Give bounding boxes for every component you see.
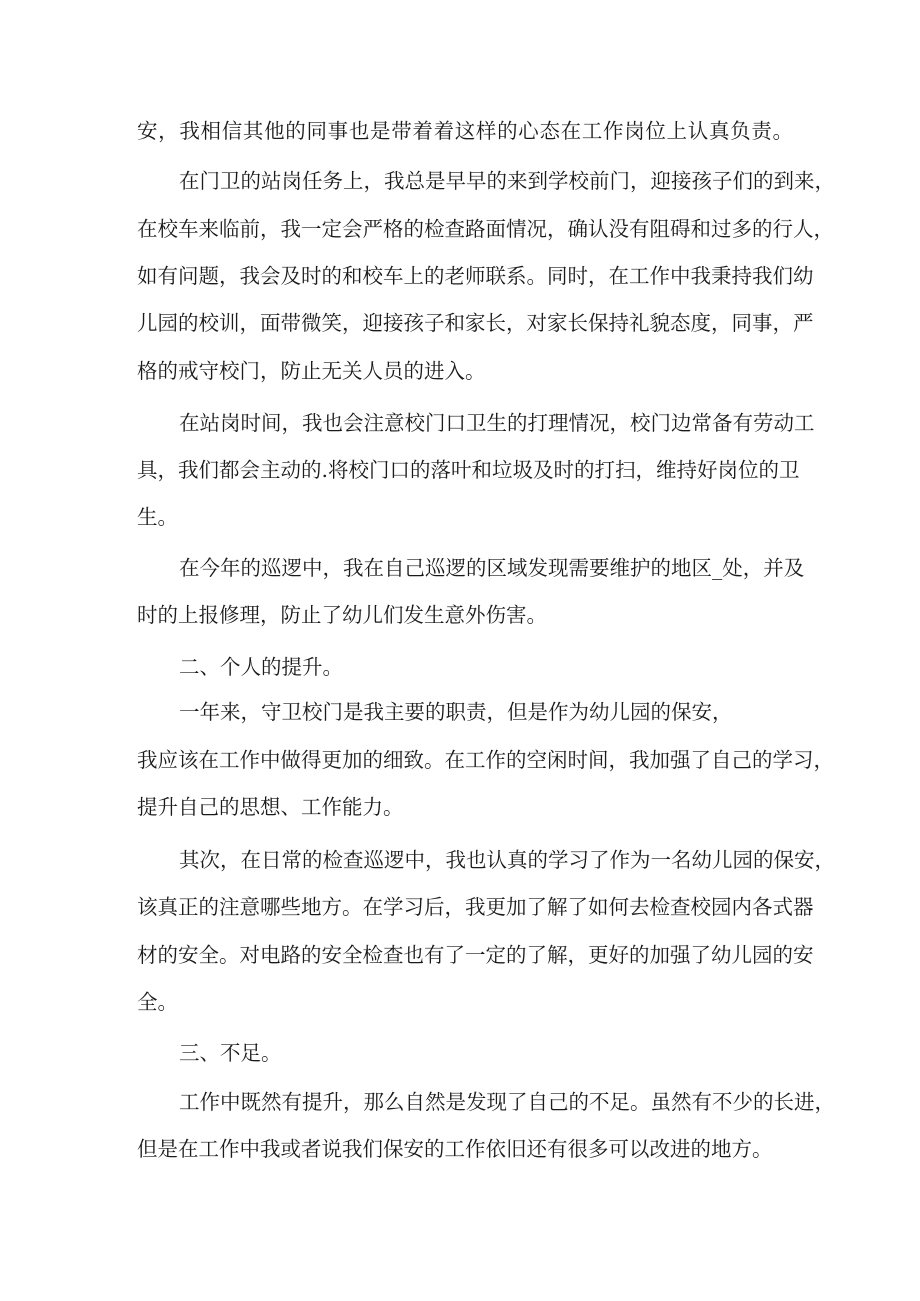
text-line: 在今年的巡逻中，我在自己巡逻的区域发现需要维护的地区_处，并及 <box>179 556 805 580</box>
text-line: 在校车来临前，我一定会严格的检查路面情况，确认没有阻碍和过多的行人， <box>137 217 834 241</box>
text-line: 儿园的校训，面带微笑，迎接孩子和家长，对家长保持礼貌态度，同事，严 <box>137 311 814 335</box>
text-line: 全。 <box>137 990 178 1014</box>
text-line: 格的戒守校门，防止无关人员的进入。 <box>137 359 486 383</box>
text-line: 一年来，守卫校门是我主要的职责，但是作为幼儿园的保安， <box>179 700 733 724</box>
text-line: 但是在工作中我或者说我们保安的工作依旧还有很多可以改进的地方。 <box>137 1137 773 1161</box>
text-line: 提升自己的思想、工作能力。 <box>137 795 404 819</box>
text-line: 我应该在工作中做得更加的细致。在工作的空闲时间，我加强了自己的学习， <box>137 748 834 772</box>
text-line: 工作中既然有提升，那么自然是发现了自己的不足。虽然有不少的长进， <box>179 1090 835 1114</box>
text-line: 该真正的注意哪些地方。在学习后，我更加了解了如何去检查校园内各式器 <box>137 895 814 919</box>
section-heading: 三、不足。 <box>179 1041 282 1065</box>
text-line: 具，我们都会主动的.将校门口的落叶和垃圾及时的打扫，维持好岗位的卫 <box>137 458 800 482</box>
text-line: 时的上报修理，防止了幼儿们发生意外伤害。 <box>137 603 547 627</box>
text-line: 在门卫的站岗任务上，我总是早早的来到学校前门，迎接孩子们的到来， <box>179 169 835 193</box>
text-line: 在站岗时间，我也会注意校门口卫生的打理情况，校门边常备有劳动工 <box>179 411 815 435</box>
text-line: 材的安全。对电路的安全检查也有了一定的了解，更好的加强了幼儿园的安 <box>137 943 814 967</box>
text-line: 生。 <box>137 505 178 529</box>
text-line: 如有问题，我会及时的和校车上的老师联系。同时，在工作中我秉持我们幼 <box>137 264 814 288</box>
text-line: 其次，在日常的检查巡逻中，我也认真的学习了作为一名幼儿园的保安， <box>179 848 835 872</box>
text-line: 安，我相信其他的同事也是带着着这样的心态在工作岗位上认真负责。 <box>137 119 793 143</box>
section-heading: 二、个人的提升。 <box>179 655 343 679</box>
